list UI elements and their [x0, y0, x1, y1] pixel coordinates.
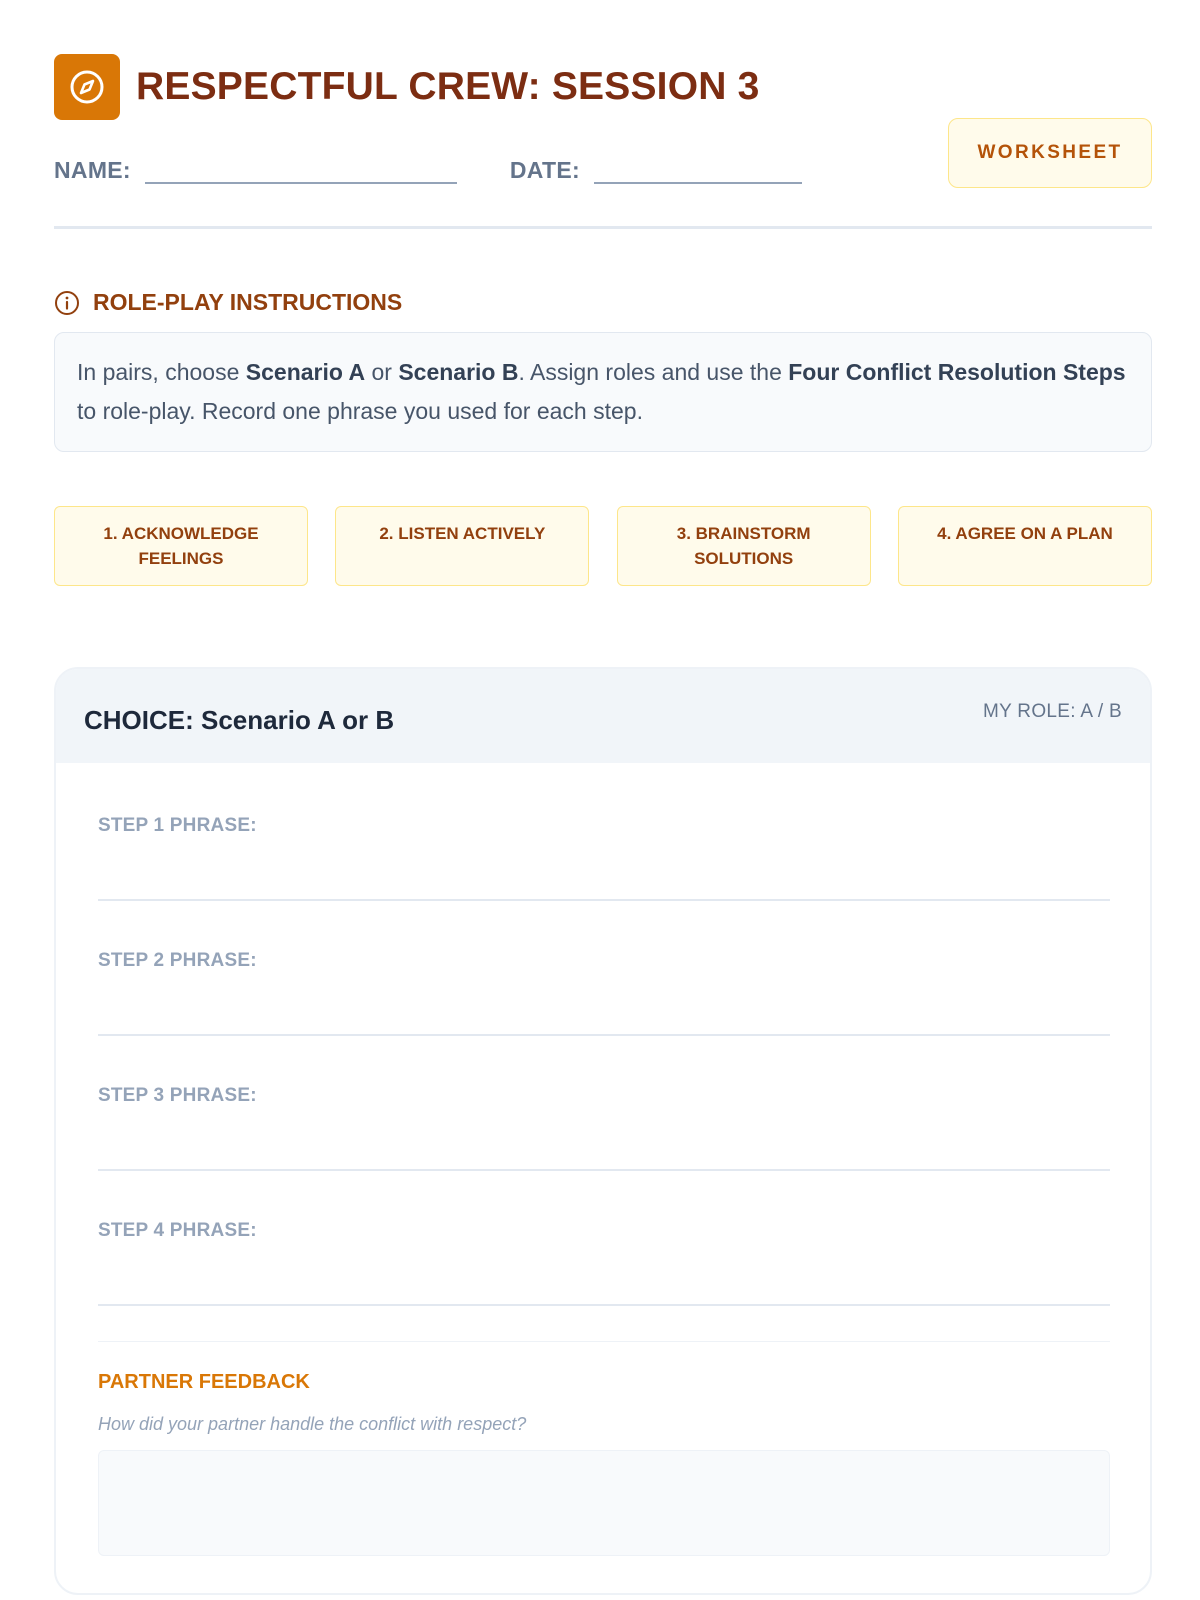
my-role: MY ROLE: A / B: [982, 701, 1122, 722]
step-2-phrase-label: STEP 2 PHRASE:: [98, 950, 257, 971]
step-2-phrase-block: [98, 950, 1110, 972]
info-icon: [54, 290, 80, 316]
four-steps-text: Four Conflict Resolution Steps: [788, 359, 1126, 385]
date-field[interactable]: [594, 154, 802, 184]
step-3-phrase-block: [98, 1085, 1110, 1107]
partner-feedback-title: PARTNER FEEDBACK: [98, 1371, 310, 1393]
partner-feedback-field[interactable]: [98, 1450, 1110, 1556]
step-1-phrase-label: STEP 1 PHRASE:: [98, 815, 257, 836]
scenario-card: [54, 667, 1152, 1595]
instructions-heading-text: ROLE-PLAY INSTRUCTIONS: [93, 289, 403, 315]
step-card-label: 4. AGREE ON A PLAN: [937, 524, 1113, 543]
worksheet-badge: WORKSHEET: [948, 118, 1152, 188]
step-card-2: [335, 506, 589, 586]
step-4-phrase-block: [98, 1220, 1110, 1242]
scenario-card-header: [56, 669, 1150, 763]
name-label: NAME:: [54, 157, 131, 183]
scenario-b-text: Scenario B: [398, 359, 519, 385]
step-4-phrase-field[interactable]: [98, 1304, 1110, 1306]
step-2-phrase-field[interactable]: [98, 1034, 1110, 1036]
step-card-label: 1. ACKNOWLEDGE FEELINGS: [103, 524, 259, 568]
page-title: RESPECTFUL CREW: SESSION 3: [136, 65, 760, 108]
step-4-phrase-label: STEP 4 PHRASE:: [98, 1220, 257, 1241]
instructions-text-4: to role-play. Record one phrase you used for each step.: [77, 398, 643, 424]
instructions-text-2: or: [365, 359, 399, 385]
instructions-heading: [54, 289, 402, 316]
instructions-text-1: In pairs, choose: [77, 359, 246, 385]
step-3-phrase-label: STEP 3 PHRASE:: [98, 1085, 257, 1106]
feedback-divider: [98, 1341, 1110, 1342]
step-1-phrase-field[interactable]: [98, 899, 1110, 901]
step-card-label: 3. BRAINSTORM SOLUTIONS: [676, 524, 811, 568]
step-card-label: 2. LISTEN ACTIVELY: [379, 524, 546, 543]
worksheet-header: [54, 54, 1152, 183]
step-card-1: [54, 506, 308, 586]
title-row: [54, 54, 1152, 120]
step-card-3: [617, 506, 871, 586]
name-field[interactable]: [145, 154, 457, 184]
partner-feedback-prompt: How did your partner handle the conflict with respect?: [98, 1414, 527, 1434]
step-1-phrase-block: [98, 815, 1110, 837]
compass-icon: [54, 54, 120, 120]
step-card-4: [898, 506, 1152, 586]
header-divider: [54, 226, 1152, 229]
steps-row: [54, 506, 1152, 586]
scenario-choice: CHOICE: Scenario A or B: [84, 704, 395, 735]
name-date-fields: [54, 154, 802, 184]
instructions-text-3: . Assign roles and use the: [518, 359, 789, 385]
scenario-a-text: Scenario A: [245, 359, 366, 385]
instructions-box: [54, 332, 1152, 452]
step-3-phrase-field[interactable]: [98, 1169, 1110, 1171]
date-label: DATE:: [509, 157, 580, 183]
